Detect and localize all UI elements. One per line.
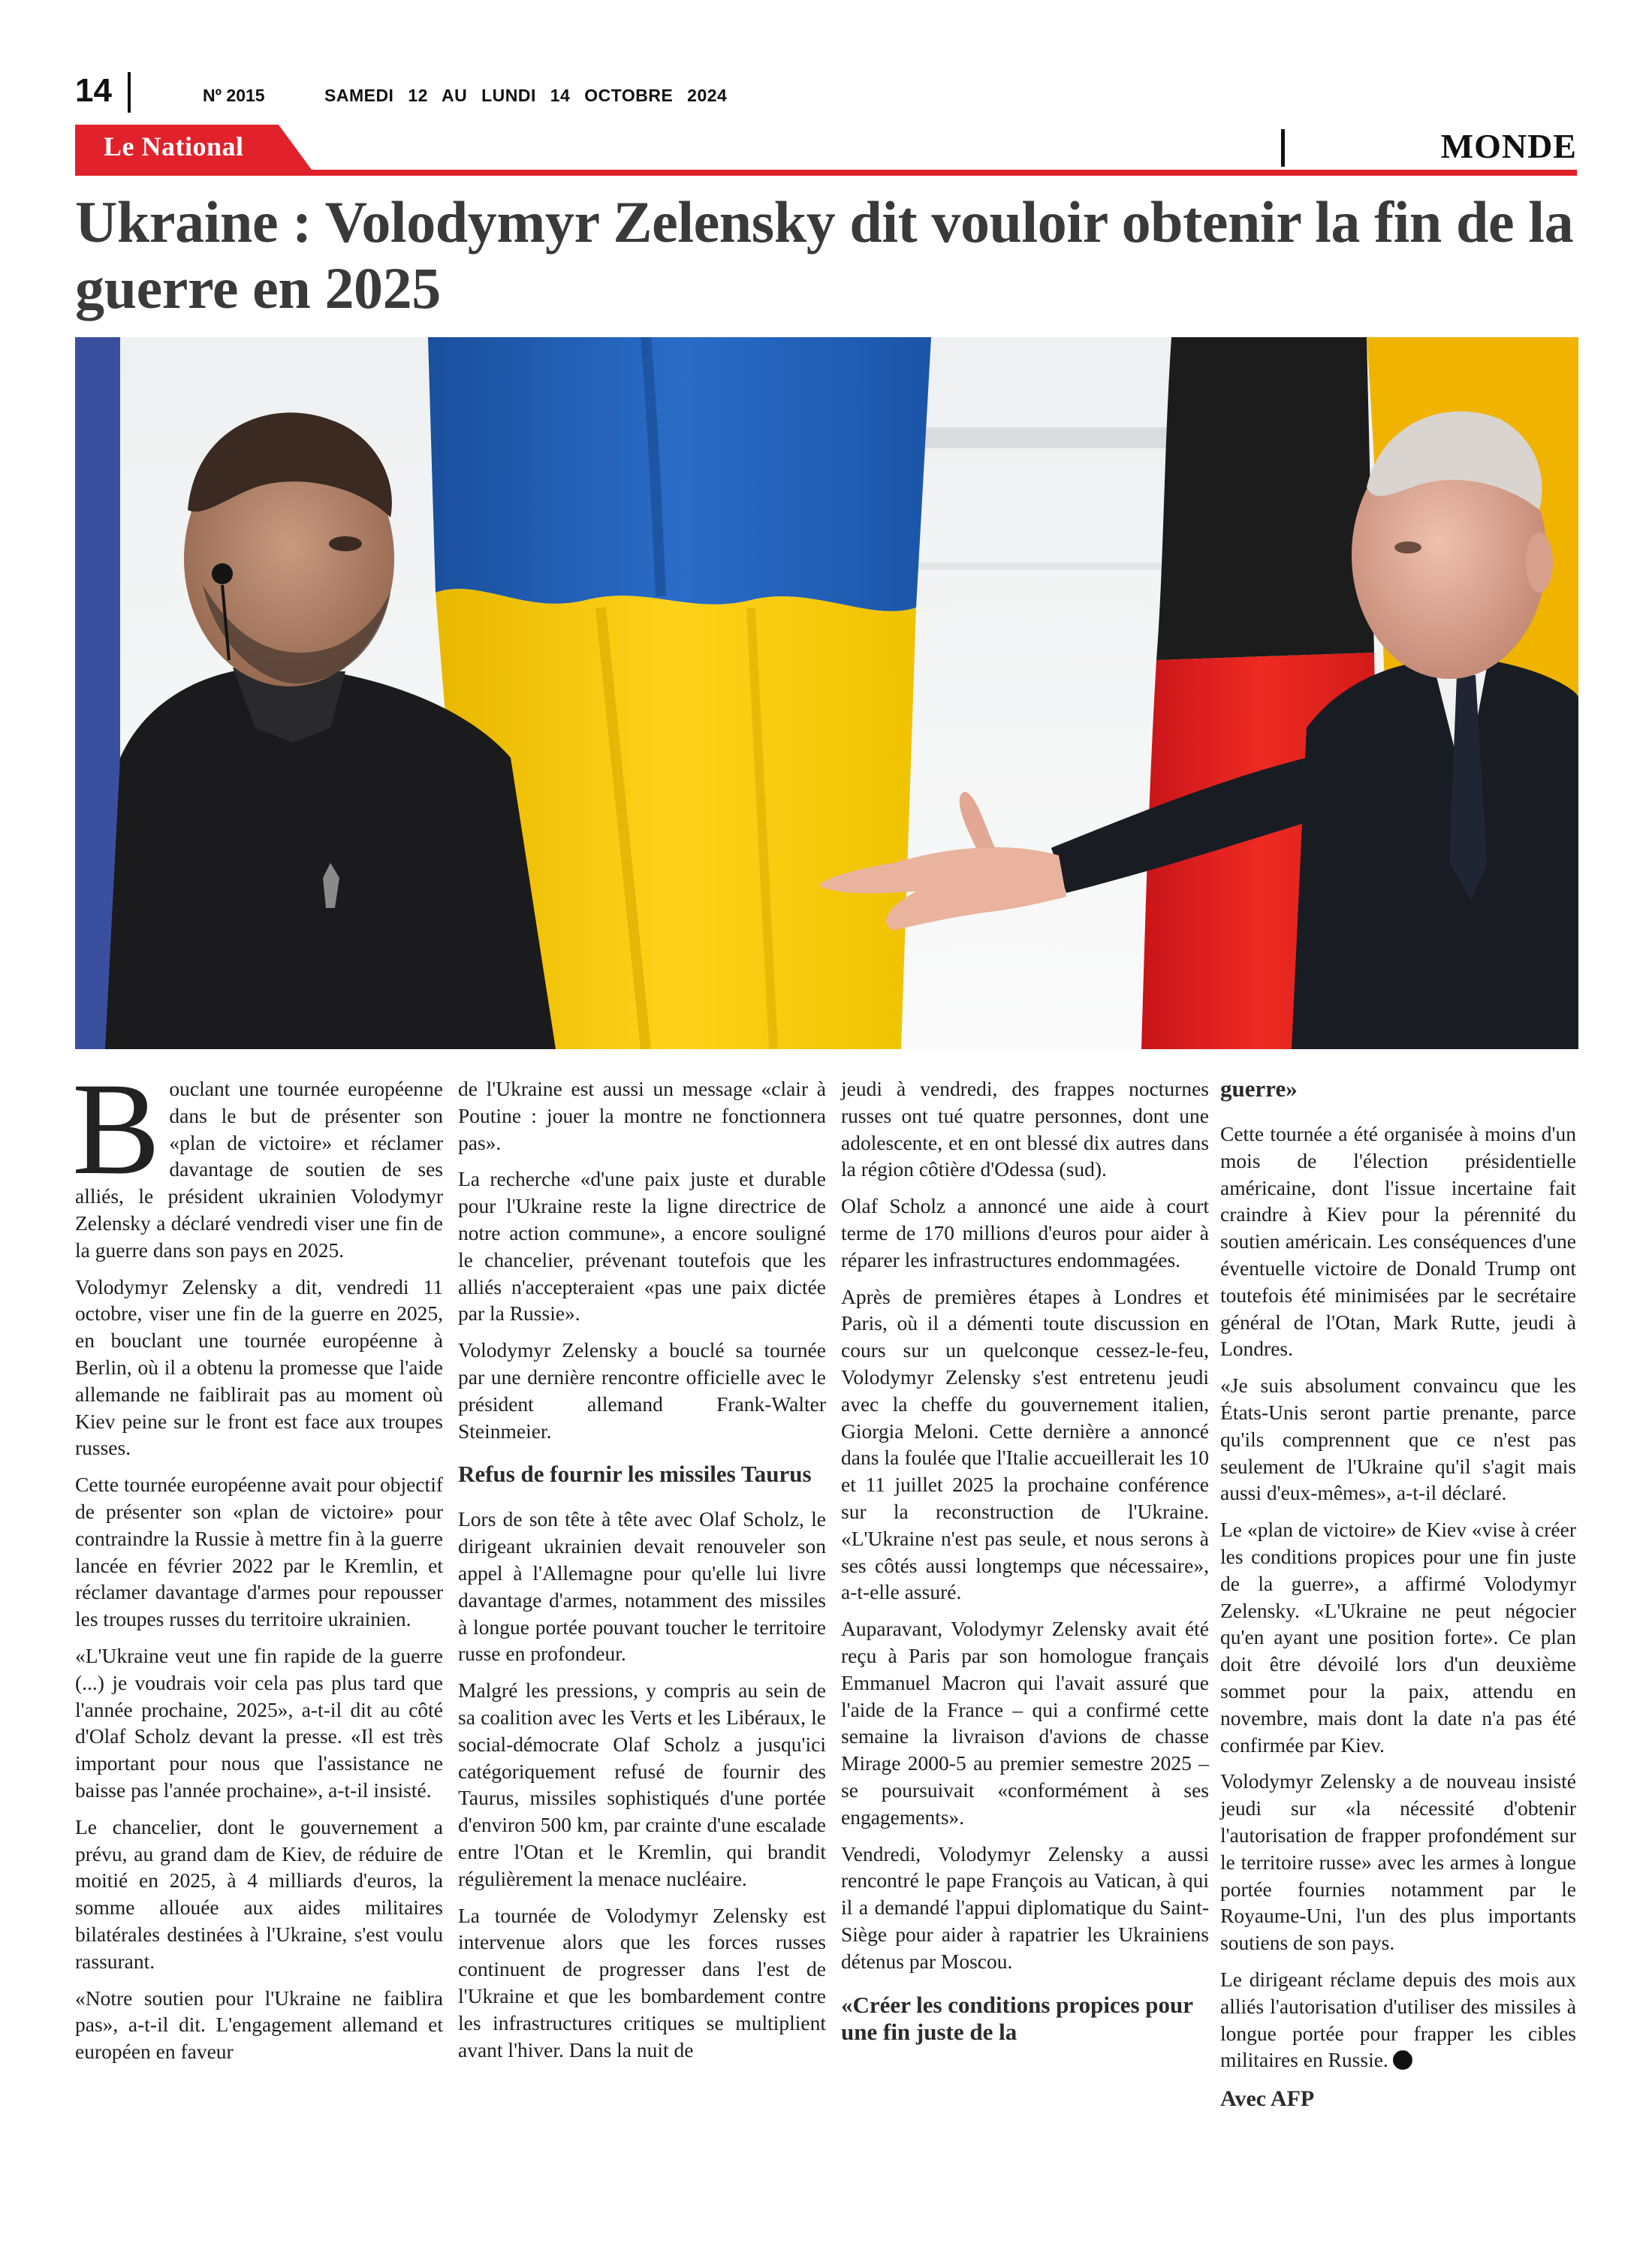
final-paragraph: Le dirigeant réclame depuis des mois aux alliés l'autorisation d'utiliser des missiles à longue portée pour frapper les cibles militaires en Russie.: [1220, 1967, 1576, 2072]
article-paragraph: Lors de son tête à tête avec Olaf Scholz, le dirigeant ukrainien devait renouveler son appel à l'Allemagne pour qu'elle lui livre davantage d'armes, notamment des missiles à longue portée pouvant toucher le territoire russe en profondeur.: [458, 1507, 826, 1666]
article-paragraph: La recherche «d'une paix juste et durable pour l'Ukraine reste la ligne directrice de notre action commune», a encore souligné le chancelier, prévenant toutefois que les alliés n'accepteraient «pas une paix dictée par la Russie».: [458, 1167, 826, 1326]
article-column-4: [1220, 1075, 1576, 2122]
article-subheading: Refus de fournir les missiles Taurus: [458, 1461, 812, 1488]
article-paragraph: Volodymyr Zelensky a bouclé sa tournée par une dernière rencontre officielle avec le président allemand Frank-Walter Steinmeier.: [458, 1338, 826, 1443]
section-divider: [1281, 129, 1285, 167]
article-paragraph: Vendredi, Volodymyr Zelensky a aussi rencontré le pape François au Vatican, à qui il a demandé l'appui diplomatique du Saint-Siège pour aider à rapatrier les Ukrainiens détenus par Moscou.: [841, 1841, 1209, 1973]
header-rule: [75, 170, 1577, 176]
end-of-article-icon: [1393, 2050, 1412, 2070]
article-paragraph: Auparavant, Volodymyr Zelensky avait été reçu à Paris par son homologue français Emmanuel Macron qui l'avait assuré que l'aide de la France – qui a confirmé cette semaine la livraison d'avions de chasse Mirage 2000-5 au premier semestre 2025 – se poursuivait «conformément à ses engagements».: [841, 1617, 1209, 1829]
person-right-body: [1292, 659, 1578, 1049]
article-paragraph: de l'Ukraine est aussi un message «clair à Poutine : jouer la montre ne fonctionnera pas».: [458, 1077, 826, 1154]
article-headline: Ukraine : Volodymyr Zelensky dit vouloir obtenir la fin de la guerre en 2025: [75, 189, 1574, 321]
article-paragraph: Cette tournée européenne avait pour objectif de présenter son «plan de victoire» pour contraindre la Russie à mettre fin à la guerre lancée en février 2022 par le Kremlin, et réclamer davantage d'armes pour repousser les troupes russes du territoire ukrainien.: [75, 1473, 443, 1631]
article-paragraph: Malgré les pressions, y compris au sein de sa coalition avec les Verts et les Libéraux, le social-démocrate Olaf Scholz a jusqu'ici catégoriquement refusé de fournir des Taurus, missiles sophistiqués d'une portée d'environ 500 km, par crainte d'une escalade entre l'Otan et le Kremlin, qui brandit régulièrement la menace nucléaire.: [458, 1678, 826, 1890]
article-column-3: [841, 1075, 1209, 2064]
article-signature: Avec AFP: [1220, 2086, 1315, 2112]
page-number: 14: [75, 72, 112, 109]
issue-number: Nº 2015: [203, 86, 265, 105]
article-paragraph: Le «plan de victoire» de Kiev «vise à créer les conditions propices pour une fin juste de la guerre», a affirmé Volodymyr Zelensky. «L'Ukraine ne peut négocier qu'en ayant une position forte». Ce plan doit être dévoilé lors d'un deuxième sommet pour la paix, attendu en novembre, mais dont la date n'a pas été confirmée par Kiev.: [1220, 1518, 1576, 1757]
article-column-2: [458, 1075, 826, 2073]
section-label: MONDE: [1440, 127, 1577, 165]
article-paragraph: «Je suis absolument convaincu que les États-Unis seront partie prenante, parce qu'ils comprennent que ce n'est pas seulement de l'Ukraine qu'il s'agit mais aussi d'eux-mêmes», a-t-il déclaré.: [1220, 1374, 1576, 1505]
article-paragraph: «L'Ukraine veut une fin rapide de la guerre (...) je voudrais voir cela pas plus tard que l'année prochaine, 2025», a-t-il dit au côté d'Olaf Scholz devant la presse. «Il est très important pour nous que l'assistance ne baisse pas l'année prochaine», a-t-il insisté.: [75, 1643, 443, 1802]
article-paragraph: Volodymyr Zelensky a de nouveau insisté jeudi sur «la nécessité d'obtenir l'autorisation de frapper profondément sur le territoire russe» avec les armes à longue portée fournies notamment par le Royaume-Uni, l'un des plus importants soutiens de son pays.: [1220, 1769, 1576, 1955]
issue-date: SAMEDI 12 AU LUNDI 14 OCTOBRE 2024: [324, 86, 728, 105]
article-paragraph: [72, 1056, 443, 1264]
drop-cap: B: [72, 1056, 161, 1202]
brand-name: Le National: [104, 131, 244, 161]
lead-paragraph: ouclant une tournée européenne dans le but de présenter son «plan de victoire» et réclamer davantage de soutien de ses alliés, le président ukrainien Volodymyr Zelensky a déclaré vendredi viser une fin de la guerre dans son pays en 2025.: [75, 1077, 443, 1262]
article-paragraph: jeudi à vendredi, des frappes nocturnes russes ont tué quatre personnes, dont une adolescente, et en ont blessé dix autres dans la région côtière d'Odessa (sud).: [841, 1077, 1209, 1181]
article-paragraph: Le chancelier, dont le gouvernement a prévu, au grand dam de Kiev, de réduire de moitié en 2025, à 4 milliards d'euros, la somme allouée aux aides militaires bilatérales destinées à l'Ukraine, s'est voulu rassurant.: [75, 1814, 443, 1973]
article-paragraph: Volodymyr Zelensky a dit, vendredi 11 octobre, viser une fin de la guerre en 2025, en bouclant une tournée européenne à Berlin, où il a obtenu la promesse que l'aide allemande ne faiblirait pas au moment où Kiev peine sur le front est face aux troupes russes.: [75, 1274, 443, 1460]
article-paragraph: «Notre soutien pour l'Ukraine ne faiblira pas», a-t-il dit. L'engagement allemand et européen en faveur: [75, 1986, 443, 2064]
ukraine-flag-blue: [428, 337, 931, 611]
article-subheading-continued: guerre»: [1220, 1075, 1298, 1102]
article-paragraph: Cette tournée a été organisée à moins d'un mois de l'élection présidentielle américaine, dont l'issue incertaine fait craindre à Kiev pour la pérennité du soutien américain. Les conséquences d'une éventuelle victoire de Donald Trump ont toutefois été minimisées par le secrétaire général de l'Otan, Mark Rutte, jeudi à Londres.: [1220, 1122, 1576, 1361]
article-photo: [75, 337, 1578, 1049]
article-subheading: «Créer les conditions propices pour une fin juste de la: [841, 1991, 1193, 2045]
article-column-1: [72, 1056, 443, 2075]
article-paragraph: Olaf Scholz a annoncé une aide à court terme de 170 millions d'euros pour aider à réparer les infrastructures endommagées.: [841, 1194, 1209, 1271]
article-paragraph: Après de premières étapes à Londres et Paris, où il a démenti toute discussion en cours sur un quelconque cessez-le-feu, Volodymyr Zelensky s'est entretenu jeudi avec la cheffe du gouvernement italien, Giorgia Meloni. Cette dernière a annoncé dans la foulée que l'Italie accueillerait les 10 et 11 juillet 2025 la prochaine conférence sur la reconstruction de l'Ukraine. «L'Ukraine n'est pas seule, et nous serons à ses côtés aussi longtemps que nécessaire», a-t-elle assuré.: [841, 1284, 1209, 1604]
photo-illustration: [75, 337, 1578, 1049]
page-number-divider: [128, 72, 131, 113]
article-paragraph: La tournée de Volodymyr Zelensky est intervenue alors que les forces russes continuent de progresser dans l'est de l'Ukraine et que les bombardement contre les infrastructures critiques se multiplient avant l'hiver. Dans la nuit de: [458, 1903, 826, 2061]
germany-flag-black: [1156, 337, 1374, 660]
article-paragraph: [1220, 1966, 1576, 2074]
